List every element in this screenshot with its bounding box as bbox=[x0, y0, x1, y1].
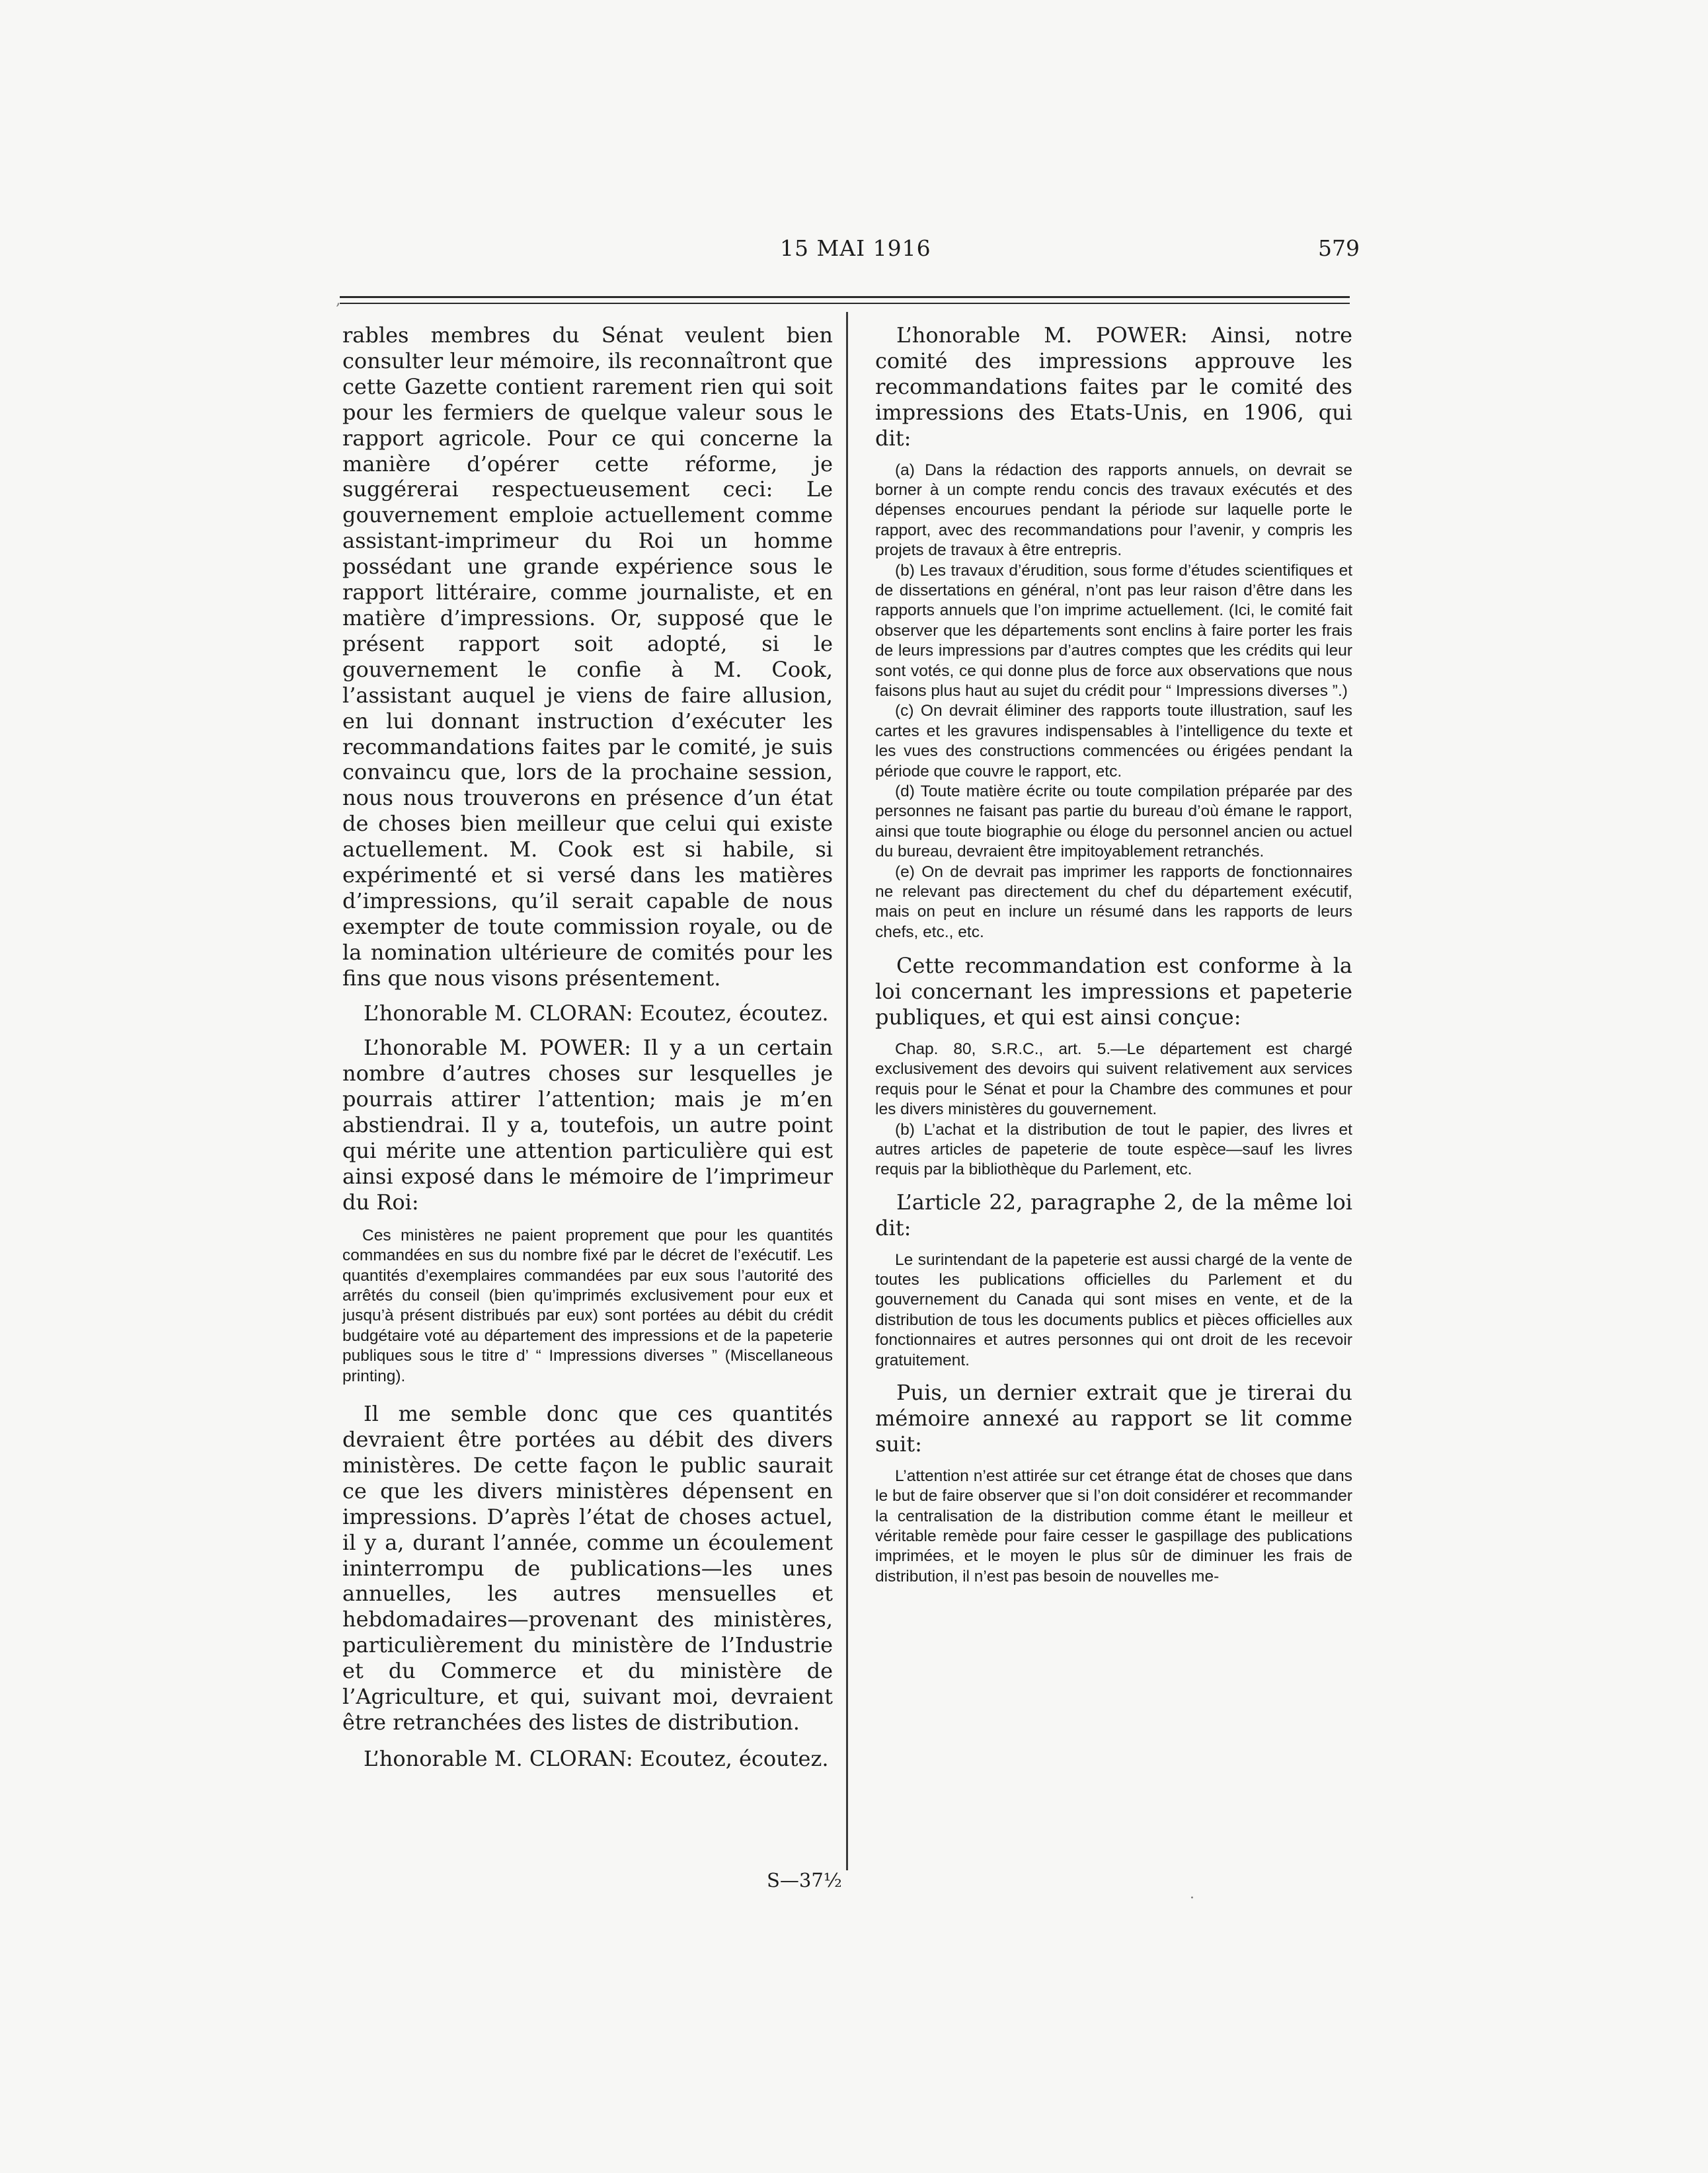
header-rule-bottom bbox=[340, 303, 1350, 304]
left-paragraph-5: L’honorable M. CLORAN: Ecoutez, écoutez. bbox=[364, 1745, 829, 1771]
right-paragraph-4: Puis, un dernier extrait que je tirerai du mémoire annexé au rapport se lit comme suit: bbox=[875, 1380, 1352, 1457]
header-rule-top bbox=[340, 296, 1350, 298]
right-column bbox=[875, 323, 1352, 1587]
right-quote-c: (c) On devrait éliminer des rapports toute illustration, sauf les cartes et les gravures indispensables à l’intelligence du texte et les vues des constructions commencées ou érigées pendant la période que couvre le rapport, etc. bbox=[875, 702, 1352, 781]
right-quote-4: L’attention n’est attirée sur cet étrange état de choses que dans le but de faire observer que si l’on doit considérer et recommander la centralisation de la distribution comme étant le meilleur et véritable remède pour faire cesser le gaspillage des publications imprimées, et le moyen le plus sûr de diminuer les frais de distribution, il n’est pas besoin de nouvelles me- bbox=[875, 1467, 1352, 1585]
right-quote-e: (e) On de devrait pas imprimer les rapports de fonctionnaires ne relevant pas directement du chef du département exécutif, mais on peut en inclure un résumé dans les rapports de leurs chefs, etc., etc. bbox=[875, 862, 1352, 941]
signature-mark: S—37½ bbox=[767, 1869, 842, 1891]
left-column bbox=[342, 323, 833, 1772]
left-paragraph-1: rables membres du Sénat veulent bien consulter leur mémoire, ils reconnaîtront que cette Gazette contient rarement rien qui soit pour les fermiers de quelque valeur sous le rapport agricole. Pour ce qui concerne la manière d’opérer cette réforme, je suggérerai respectueusement ceci: Le gouvernement emploie actuellement comme assistant-imprimeur du Roi un homme possédant une grande expérience sous le rapport littéraire, comme journaliste, et en matière d’impressions. Or, supposé que le présent rapport soit adopté, si le gouvernement le confie à M. Cook, l’assistant auquel je viens de faire allusion, en lui donnant instruction d’exécuter les recommandations faites par le comité, je suis convaincu que, lors de la prochaine session, nous nous trouverons en présence d’un état de choses bien meilleur que celui qui existe actuellement. M. Cook est si habile, si expérimenté et si versé dans les matières d’impressions, qu’il serait capable de nous exempter de toute commission royale, ou de la nomination ultérieure de comités pour les fins que nous visons présentement. bbox=[342, 323, 833, 991]
left-quote-1: Ces ministères ne paient proprement que pour les quantités commandées en sus du nombre fixé par le décret de l’exécutif. Les quantités d’exemplaires commandées par eux sous l’autorité des arrêtés du conseil (bien qu’imprimés exclusivement pour eux et jusqu’à présent distribués par eux) sont portées au débit du crédit budgétaire voté au département des impressions et de la papeterie publiques sous le titre d’ “ Impressions diverses ” (Miscellaneous printing). bbox=[342, 1226, 833, 1385]
left-paragraph-2: L’honorable M. CLORAN: Ecoutez, écoutez. bbox=[364, 1000, 829, 1026]
page-header bbox=[0, 235, 1708, 268]
page-number: 579 bbox=[1318, 235, 1360, 261]
left-paragraph-4: Il me semble donc que ces quantités devraient être portées au débit des divers ministères. De cette façon le public saurait ce que les divers ministères dépensent en impressions. D’après l’état de choses actuel, il y a, durant l’année, comme un écoulement ininterrompu de publications—les unes annuelles, les autres mensuelles et hebdomadaires—provenant des ministères, particulièrement du ministère de l’Industrie et du Commerce et du ministère de l’Agriculture, et qui, suivant moi, devraient être retranchées des listes de distribution. bbox=[342, 1401, 833, 1735]
right-quote-2b: (b) L’achat et la distribution de tout le papier, des livres et autres articles de papeterie de toute espèce—sauf les livres requis par la bibliothèque du Parlement, etc. bbox=[875, 1120, 1352, 1179]
right-quote-d: (d) Toute matière écrite ou toute compilation préparée par des personnes ne faisant pas partie du bureau d’où émane le rapport, ainsi que toute biographie ou éloge du personnel ancien ou actuel du bureau, devraient être impitoyablement retranchés. bbox=[875, 782, 1352, 861]
right-paragraph-3: L’article 22, paragraphe 2, de la même loi dit: bbox=[875, 1189, 1352, 1240]
right-quote-b: (b) Les travaux d’érudition, sous forme d’études scientifiques et de dissertations en général, n’ont pas leur raison d’être dans les rapports annuels que l’on imprime actuellement. (Ici, le comité fait observer que les départements sont enclins à faire porter les frais de leurs impressions par d’autres comptes que les crédits qui leur sont votés, ce qui donne plus de force aux observations que nous faisons plus haut au sujet du crédit pour “ Impressions diverses ”.) bbox=[875, 561, 1352, 700]
margin-tick: ‚ bbox=[336, 292, 340, 309]
right-quote-3: Le surintendant de la papeterie est aussi chargé de la vente de toutes les publications officielles du Parlement et du gouvernement du Canada qui sont mises en vente, et de la distribution de tous les documents publics et pièces officielles aux fonctionnaires et autres personnes qui ont droit de les recevoir gratuitement. bbox=[875, 1250, 1352, 1369]
left-paragraph-3: L’honorable M. POWER: Il y a un certain nombre d’autres choses sur lesquelles je pourrais attirer l’attention; mais je m’en abstiendrai. Il y a, toutefois, un autre point qui mérite une attention particulière qui est ainsi exposé dans le mémoire de l’imprimeur du Roi: bbox=[342, 1035, 833, 1215]
right-paragraph-2: Cette recommandation est conforme à la loi concernant les impressions et papeterie publiques, et qui est ainsi conçue: bbox=[875, 953, 1352, 1030]
page-date: 15 MAI 1916 bbox=[780, 235, 931, 261]
margin-tick: · bbox=[1190, 1890, 1194, 1907]
column-divider bbox=[846, 312, 848, 1870]
right-quote-a: (a) Dans la rédaction des rapports annuels, on devrait se borner à un compte rendu concis des travaux exécutés et des dépenses encourues pendant la période sur laquelle porte le rapport, avec des recommandations pour l’avenir, y compris les projets de travaux à être entrepris. bbox=[875, 461, 1352, 560]
right-quote-2a: Chap. 80, S.R.C., art. 5.—Le département est chargé exclusivement des devoirs qui suivent relativement aux services requis pour le Sénat et pour la Chambre des communes et pour les divers ministères du gouvernement. bbox=[875, 1040, 1352, 1119]
right-paragraph-1: L’honorable M. POWER: Ainsi, notre comité des impressions approuve les recommandations faites par le comité des impressions des Etats-Unis, en 1906, qui dit: bbox=[875, 323, 1352, 451]
